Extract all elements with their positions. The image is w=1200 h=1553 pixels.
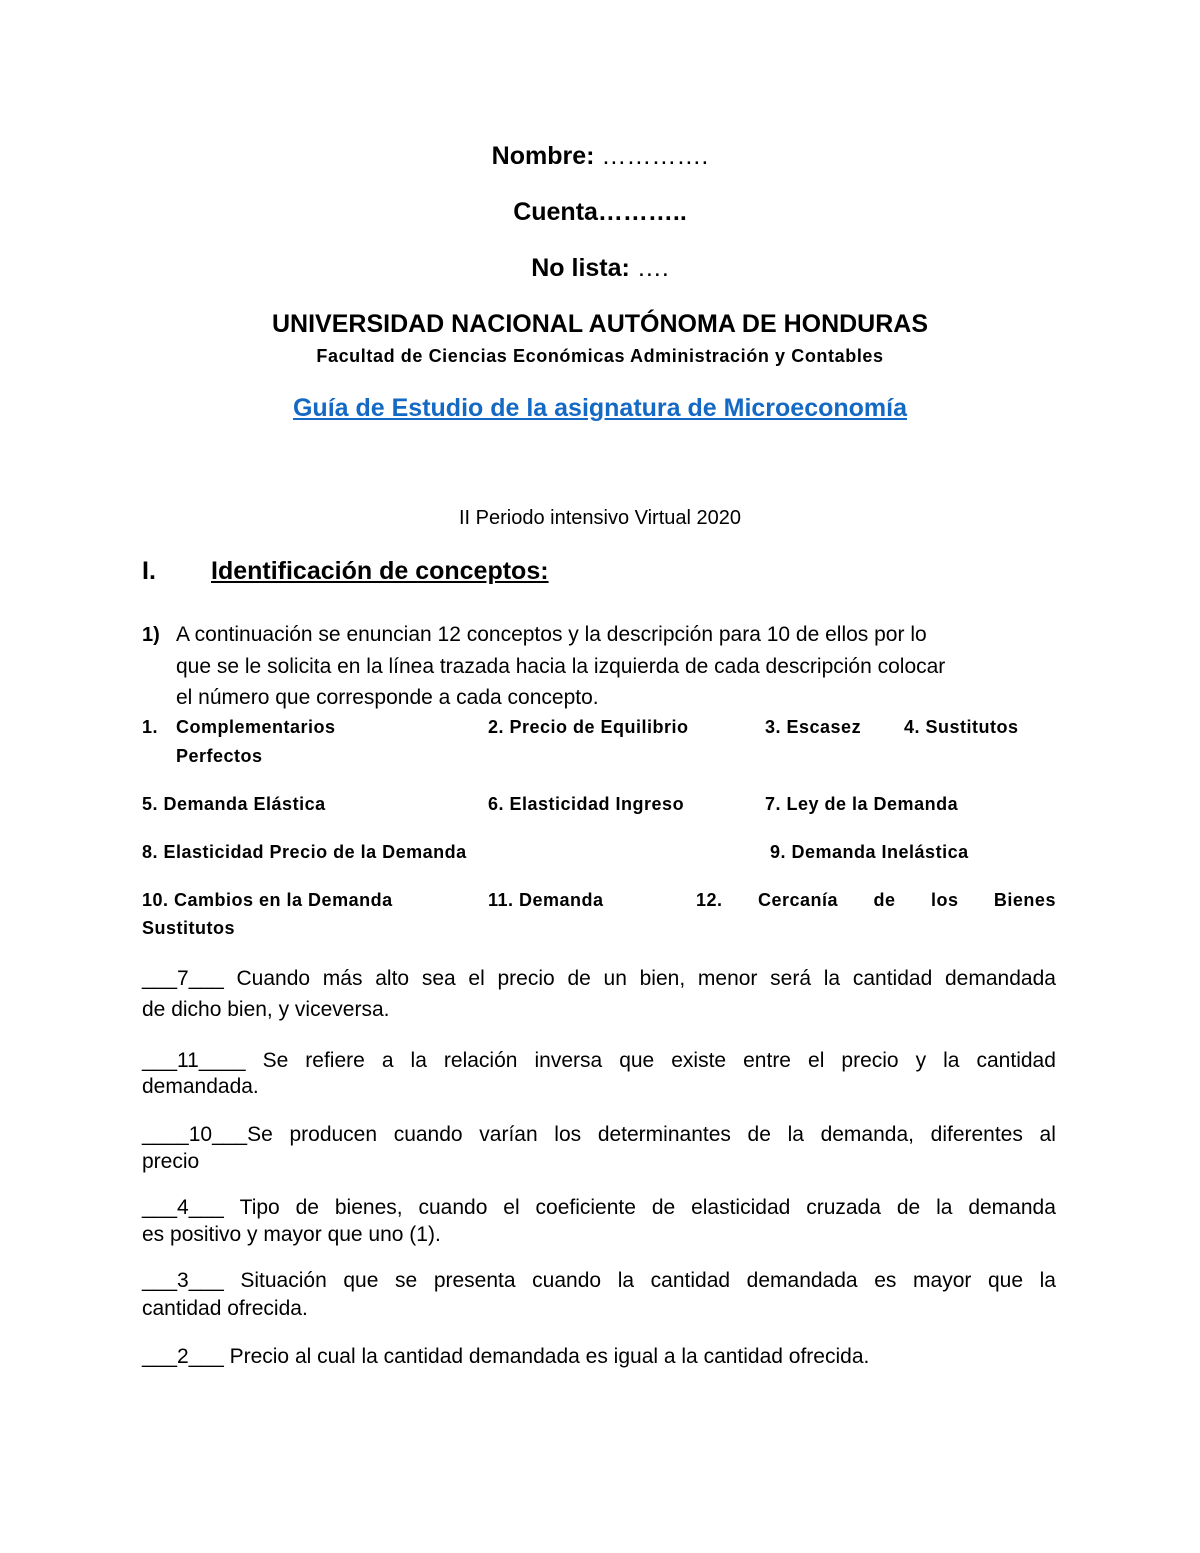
- answer-word: un: [603, 967, 627, 990]
- answer-word: cuando: [532, 1269, 602, 1292]
- answer-word: determinantes: [597, 1123, 731, 1146]
- answer-word: será: [770, 967, 812, 990]
- answer-word: Cuando: [236, 967, 311, 990]
- answer-word: menor: [697, 967, 758, 990]
- answer-1-line-1: [142, 967, 1056, 991]
- answer-word: la: [617, 1269, 635, 1292]
- answer-1-line-2: de dicho bien, y viceversa.: [142, 998, 390, 1021]
- answer-word: diferentes: [930, 1123, 1023, 1146]
- answer-word: demandada: [746, 1269, 858, 1292]
- answer-word: cruzada: [806, 1196, 881, 1219]
- answer-6-line-1: ___2___ Precio al cual la cantidad demandada es igual a la cantidad ofrecida.: [142, 1345, 870, 1368]
- answer-5-line-2: cantidad ofrecida.: [142, 1297, 308, 1320]
- answer-word: Se: [262, 1049, 289, 1072]
- answer-word: mayor: [913, 1269, 972, 1292]
- answer-word: cantidad: [650, 1269, 731, 1292]
- answer-word: al: [1039, 1123, 1056, 1146]
- answer-blank: ___7___: [142, 967, 224, 990]
- answer-word: más: [322, 967, 363, 990]
- answer-word: existe: [671, 1049, 727, 1072]
- concept-11: 11. Demanda: [488, 890, 604, 910]
- answer-word: que: [619, 1049, 655, 1072]
- answer-word: cantidad: [852, 967, 933, 990]
- answer-word: de: [747, 1123, 771, 1146]
- question-line-2: que se le solicita en la línea trazada hacia la izquierda de cada descripción colocar: [176, 655, 946, 678]
- answer-4-line-1: [142, 1196, 1056, 1220]
- answer-word: la: [823, 967, 841, 990]
- nolista-label: No lista:: [531, 254, 630, 282]
- section-number: I.: [142, 557, 156, 585]
- answer-word: varían: [479, 1123, 538, 1146]
- answer-word: la: [787, 1123, 804, 1146]
- answer-blank: ___3___: [142, 1269, 224, 1292]
- concept-10: 10. Cambios en la Demanda: [142, 890, 393, 910]
- answer-word: bienes,: [334, 1196, 403, 1219]
- concept-6: 6. Elasticidad Ingreso: [488, 794, 685, 814]
- concept-2: 2. Precio de Equilibrio: [488, 717, 689, 737]
- answer-word: la: [410, 1049, 427, 1072]
- answer-word: la: [943, 1049, 960, 1072]
- concept-5: 5. Demanda Elástica: [142, 794, 326, 814]
- answer-word: refiere: [305, 1049, 365, 1072]
- answer-word: sea: [421, 967, 456, 990]
- answer-word: entre: [743, 1049, 791, 1072]
- concept-9: 9. Demanda Inelástica: [770, 842, 969, 862]
- answer-word: Situación: [240, 1269, 327, 1292]
- answer-word: que: [987, 1269, 1024, 1292]
- answer-word: la: [1039, 1269, 1056, 1292]
- question-line-3: el número que corresponde a cada concepto.: [176, 686, 599, 709]
- answer-blank: ___11____: [142, 1049, 246, 1072]
- answer-word: la: [936, 1196, 953, 1219]
- answer-word: cantidad: [976, 1049, 1056, 1072]
- answer-word: de: [567, 967, 591, 990]
- concept-8: 8. Elasticidad Precio de la Demanda: [142, 842, 467, 862]
- concept-1-number: 1.: [142, 717, 159, 737]
- answer-word: de: [295, 1196, 319, 1219]
- university-name: UNIVERSIDAD NACIONAL AUTÓNOMA DE HONDURAS: [271, 310, 929, 338]
- answer-word: demanda: [968, 1196, 1056, 1219]
- answer-word: precio: [841, 1049, 899, 1072]
- nombre-label: Nombre:: [491, 142, 595, 170]
- answer-word: relación: [443, 1049, 518, 1072]
- nolista-line: [0, 254, 1200, 283]
- answer-word: cuando: [418, 1196, 488, 1219]
- answer-word: que: [343, 1269, 379, 1292]
- answer-3-line-1: [142, 1123, 1056, 1147]
- answer-word: el: [808, 1049, 825, 1072]
- nombre-line: [0, 142, 1200, 171]
- period-label: II Periodo intensivo Virtual 2020: [458, 507, 742, 529]
- concept-12-word: 12.: [696, 890, 723, 910]
- answer-word: el: [503, 1196, 520, 1219]
- answer-word: y: [915, 1049, 927, 1072]
- concept-3: 3. Escasez: [765, 717, 862, 737]
- answer-2-line-2: demandada.: [142, 1075, 259, 1098]
- answer-word: alto: [375, 967, 410, 990]
- answer-word: es: [874, 1269, 897, 1292]
- answer-word: producen: [289, 1123, 378, 1146]
- answer-blank: ___4___: [142, 1196, 224, 1219]
- concept-1-cont: Perfectos: [176, 746, 263, 766]
- section-title: Identificación de conceptos:: [211, 557, 549, 585]
- answer-3-line-2: precio: [142, 1150, 200, 1173]
- answer-word: precio: [497, 967, 555, 990]
- answer-word: demanda,: [820, 1123, 914, 1146]
- answer-word: inversa: [534, 1049, 603, 1072]
- guide-title: Guía de Estudio de la asignatura de Microeconomía: [292, 394, 908, 422]
- question-number: 1): [142, 624, 160, 646]
- concept-1: Complementarios: [176, 717, 336, 737]
- answer-word: se: [395, 1269, 418, 1292]
- faculty-name: Facultad de Ciencias Económicas Administración y Contables: [316, 346, 884, 366]
- answer-word: demandada: [945, 967, 1056, 990]
- concept-7: 7. Ley de la Demanda: [765, 794, 959, 814]
- answer-4-line-2: es positivo y mayor que uno (1).: [142, 1223, 441, 1246]
- answer-2-line-1: [142, 1049, 1056, 1073]
- question-line-1: A continuación se enuncian 12 conceptos y la descripción para 10 de ellos por lo: [176, 623, 927, 646]
- answer-word: a: [381, 1049, 394, 1072]
- answer-blank: ____10___Se: [142, 1123, 273, 1146]
- concept-12-word: Bienes: [993, 890, 1056, 910]
- answer-word: los: [554, 1123, 582, 1146]
- concept-4: 4. Sustitutos: [904, 717, 1019, 737]
- answer-word: elasticidad: [691, 1196, 791, 1219]
- cuenta-line: [0, 198, 1200, 227]
- concept-12-word: Cercanía: [757, 890, 839, 910]
- concept-12: [696, 890, 1056, 911]
- nombre-blank: ………….: [601, 142, 709, 170]
- nolista-blank: ….: [636, 254, 669, 282]
- concept-12-word: de: [873, 890, 896, 910]
- answer-word: cuando: [393, 1123, 463, 1146]
- answer-word: bien,: [639, 967, 686, 990]
- concept-12-word: los: [930, 890, 959, 910]
- concept-12-cont: Sustitutos: [142, 918, 235, 938]
- answer-word: coeficiente: [535, 1196, 636, 1219]
- answer-word: el: [468, 967, 485, 990]
- answer-word: de: [896, 1196, 921, 1219]
- answer-5-line-1: [142, 1269, 1056, 1293]
- cuenta-label: Cuenta………..: [513, 198, 687, 226]
- answer-word: presenta: [433, 1269, 516, 1292]
- answer-word: de: [651, 1196, 676, 1219]
- answer-word: Tipo: [239, 1196, 280, 1219]
